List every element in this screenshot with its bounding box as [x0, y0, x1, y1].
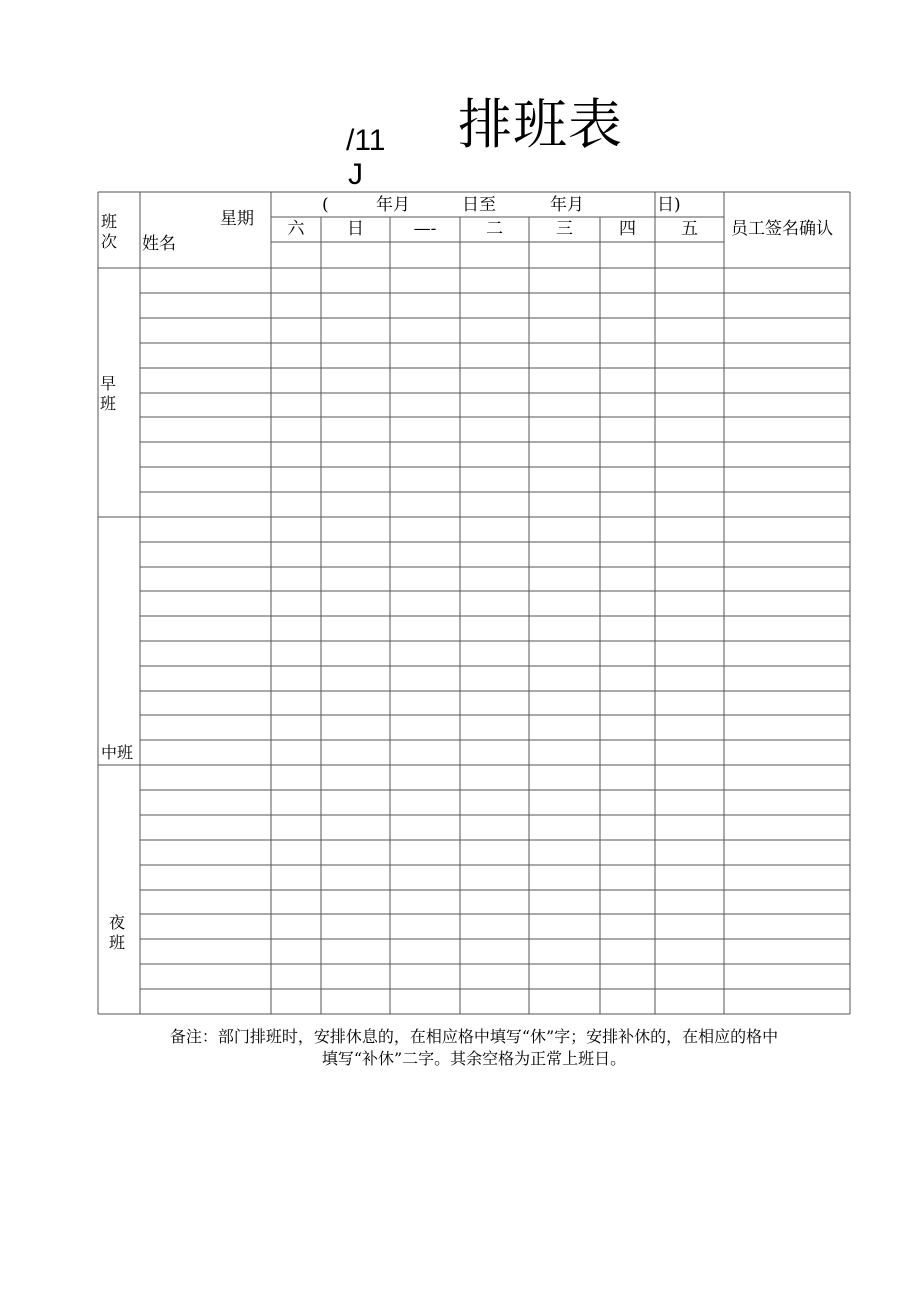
shift-label-morning — [100, 374, 120, 414]
signature-header: 员工签名确认 — [731, 219, 833, 239]
shift-label-morning-text: 早班 — [100, 374, 117, 413]
shift-column-header-text: 班次 — [101, 212, 118, 251]
day-header-3: 二 — [486, 219, 503, 239]
shift-label-night-text: 夜班 — [109, 913, 126, 952]
date-range-open-paren: ( — [322, 195, 329, 215]
title-prefix-line2: J — [348, 158, 363, 191]
shift-label-night — [109, 913, 129, 953]
name-header: 姓名 — [142, 234, 176, 254]
date-range-day-to: 日至 — [462, 195, 496, 215]
day-header-4: 三 — [556, 219, 573, 239]
day-header-6: 五 — [681, 219, 698, 239]
day-header-5: 四 — [619, 219, 636, 239]
shift-column-header — [101, 212, 121, 252]
date-range-day-close: 日) — [657, 195, 681, 215]
date-range-year-month-2: 年月 — [550, 195, 584, 215]
page-title: 排班表 — [458, 93, 623, 156]
weekday-header: 星期 — [220, 209, 254, 229]
date-range-year-month-1: 年月 — [376, 195, 410, 215]
footer-note-line2: 填写“补休”二字。其余空格为正常上班日。 — [321, 1049, 627, 1068]
day-header-0: 六 — [287, 219, 305, 239]
day-header-1: 日 — [347, 219, 364, 239]
day-header-2: —- — [413, 219, 437, 239]
footer-note-line1: 备注：部门排班时，安排休息的，在相应格中填写“休”字；安排补休的，在相应的格中 — [169, 1027, 779, 1046]
shift-label-middle: 中班 — [101, 743, 134, 762]
title-prefix-line1: /11 — [346, 124, 386, 157]
